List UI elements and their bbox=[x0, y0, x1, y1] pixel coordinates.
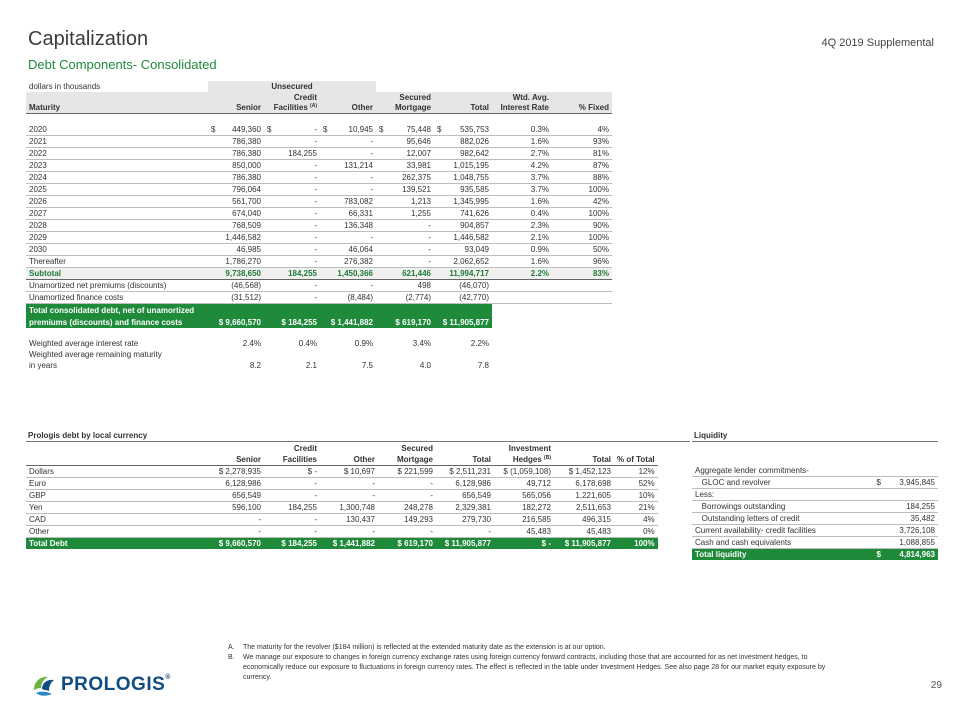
maturity-row bbox=[26, 244, 612, 256]
currency-label: Euro bbox=[26, 478, 204, 490]
senior-cell: 1,446,582 bbox=[208, 232, 264, 244]
page-number: 29 bbox=[930, 680, 942, 691]
senior-cell: 46,985 bbox=[208, 244, 264, 256]
pct-cell: 10% bbox=[614, 490, 658, 502]
fixed-cell: 4% bbox=[552, 124, 612, 136]
liquidity-total-row: Total liquidity $ 4,814,963 bbox=[692, 549, 938, 561]
rate-cell: 0.4% bbox=[492, 208, 552, 220]
maturity-row bbox=[26, 256, 612, 268]
maturity-label: 2029 bbox=[26, 232, 208, 244]
other-cell: - bbox=[320, 148, 376, 160]
total-cell: 1,446,582 bbox=[434, 232, 492, 244]
subtotal-row: Subtotal 9,738,650 184,255 1,450,366 621,446 11,994,717 2.2% 83% bbox=[26, 268, 612, 280]
liquidity-row bbox=[692, 489, 938, 501]
senior-cell: 786,380 bbox=[208, 148, 264, 160]
currency-row bbox=[26, 526, 658, 538]
credit-cell: - bbox=[264, 526, 320, 538]
liquidity-label: Aggregate lender commitments- bbox=[692, 465, 868, 477]
maturity-row bbox=[26, 184, 612, 196]
senior-cell: 596,100 bbox=[204, 502, 264, 514]
senior-cell: 786,380 bbox=[208, 172, 264, 184]
liquidity-sign bbox=[868, 537, 884, 549]
cur-col-secured-top: Secured bbox=[401, 444, 433, 453]
maturity-label: 2027 bbox=[26, 208, 208, 220]
rate-cell: 2.7% bbox=[492, 148, 552, 160]
pct-cell: 21% bbox=[614, 502, 658, 514]
cur-col-other: Other bbox=[320, 454, 378, 466]
total2-cell: 2,511,653 bbox=[554, 502, 614, 514]
total-cell: 741,626 bbox=[434, 208, 492, 220]
fixed-cell: 93% bbox=[552, 136, 612, 148]
total2-cell: 1,221,605 bbox=[554, 490, 614, 502]
pct-cell: 4% bbox=[614, 514, 658, 526]
hedges-cell: 49,712 bbox=[494, 478, 554, 490]
maturity-row bbox=[26, 160, 612, 172]
cur-col-credit: Facilities bbox=[264, 454, 320, 466]
fixed-cell: 100% bbox=[552, 184, 612, 196]
rate-cell: 1.6% bbox=[492, 196, 552, 208]
rate-cell: 2.1% bbox=[492, 232, 552, 244]
secured-cell: $ 75,448 bbox=[376, 124, 434, 136]
maturity-label: 2028 bbox=[26, 220, 208, 232]
senior-cell: 796,064 bbox=[208, 184, 264, 196]
maturity-label: 2026 bbox=[26, 196, 208, 208]
total-cell: $ 2,511,231 bbox=[436, 466, 494, 478]
prologis-logo bbox=[30, 671, 180, 701]
total-cell: 279,730 bbox=[436, 514, 494, 526]
col-credit-top: Credit bbox=[264, 92, 320, 102]
senior-cell: - bbox=[204, 526, 264, 538]
secured-cell: - bbox=[378, 478, 436, 490]
liquidity-value: 184,255 bbox=[884, 501, 938, 513]
hedges-cell: 216,585 bbox=[494, 514, 554, 526]
credit-cell: - bbox=[264, 220, 320, 232]
liquidity-sign bbox=[868, 489, 884, 501]
maturity-row bbox=[26, 172, 612, 184]
currency-debt-table bbox=[26, 443, 658, 549]
liquidity-value: 1,088,855 bbox=[884, 537, 938, 549]
liquidity-divider bbox=[692, 441, 938, 442]
fixed-cell: 50% bbox=[552, 244, 612, 256]
credit-cell: - bbox=[264, 208, 320, 220]
total-cell: 1,015,195 bbox=[434, 160, 492, 172]
secured-cell: 12,007 bbox=[376, 148, 434, 160]
col-secured-top: Secured bbox=[376, 92, 434, 102]
footnote-ref-a: (A) bbox=[310, 103, 317, 109]
debt-maturity-table bbox=[26, 81, 612, 371]
cur-col-secured: Mortgage bbox=[378, 454, 436, 466]
credit-cell: - bbox=[264, 160, 320, 172]
units-note: dollars in thousands bbox=[29, 82, 101, 91]
total-cell: 982,642 bbox=[434, 148, 492, 160]
col-wtd-top: Wtd. Avg. bbox=[492, 92, 552, 102]
hedges-cell: 565,056 bbox=[494, 490, 554, 502]
currency-row bbox=[26, 514, 658, 526]
senior-cell: 786,380 bbox=[208, 136, 264, 148]
other-cell: 131,214 bbox=[320, 160, 376, 172]
liquidity-rows bbox=[692, 465, 938, 549]
liquidity-value: 3,945,845 bbox=[884, 477, 938, 489]
total-cell: $ 535,753 bbox=[434, 124, 492, 136]
total2-cell: 496,315 bbox=[554, 514, 614, 526]
rate-cell: 3.7% bbox=[492, 184, 552, 196]
other-cell: - bbox=[320, 526, 378, 538]
currency-row bbox=[26, 490, 658, 502]
other-cell: 66,331 bbox=[320, 208, 376, 220]
rate-cell: 1.6% bbox=[492, 136, 552, 148]
cur-col-total2: Total bbox=[554, 454, 614, 466]
finance-costs-row: Unamortized finance costs (31,512) - (8,484) (2,774) (42,770) bbox=[26, 292, 612, 304]
footnote-text: We manage our exposure to changes in foreign currency exchange rates using foreign currency forward contracts, including those that are accounted for as net investment hedges, to economically reduce our exposure to fluctuations in foreign currency rates. The effect is reflected in the table under Investment Hedges. See also page 28 for our market equity exposure by currency. bbox=[243, 654, 826, 681]
liquidity-value: 35,482 bbox=[884, 513, 938, 525]
fixed-cell: 100% bbox=[552, 232, 612, 244]
fixed-cell: 87% bbox=[552, 160, 612, 172]
liquidity-title: Liquidity bbox=[694, 431, 728, 440]
currency-divider bbox=[26, 441, 690, 442]
total-cell: - bbox=[436, 526, 494, 538]
senior-cell: $ 2,278,935 bbox=[204, 466, 264, 478]
col-fixed: % Fixed bbox=[552, 102, 612, 114]
currency-label: GBP bbox=[26, 490, 204, 502]
hedges-cell: $ (1,059,108) bbox=[494, 466, 554, 478]
maturity-label: Thereafter bbox=[26, 256, 208, 268]
credit-cell: - bbox=[264, 490, 320, 502]
liquidity-label: Current availability- credit facilities bbox=[692, 525, 868, 537]
credit-cell: - bbox=[264, 478, 320, 490]
footnote-marker: A. bbox=[228, 644, 235, 651]
rate-cell: 0.9% bbox=[492, 244, 552, 256]
liquidity-row bbox=[692, 513, 938, 525]
pct-cell: 12% bbox=[614, 466, 658, 478]
other-cell: 130,437 bbox=[320, 514, 378, 526]
total-cell: 6,128,986 bbox=[436, 478, 494, 490]
credit-cell: - bbox=[264, 196, 320, 208]
credit-cell: - bbox=[264, 184, 320, 196]
senior-cell: 6,128,986 bbox=[204, 478, 264, 490]
maturity-row bbox=[26, 220, 612, 232]
liquidity-row bbox=[692, 477, 938, 489]
liquidity-sign bbox=[868, 465, 884, 477]
liquidity-row bbox=[692, 465, 938, 477]
rate-cell: 3.7% bbox=[492, 172, 552, 184]
maturity-label: 2030 bbox=[26, 244, 208, 256]
secured-cell: - bbox=[376, 232, 434, 244]
other-cell: 46,064 bbox=[320, 244, 376, 256]
hedges-cell: 182,272 bbox=[494, 502, 554, 514]
senior-cell: $ 449,360 bbox=[208, 124, 264, 136]
col-credit: Facilities $^{(A)}$ bbox=[264, 102, 320, 114]
fixed-cell: 96% bbox=[552, 256, 612, 268]
total-cell: 93,049 bbox=[434, 244, 492, 256]
fixed-cell: 88% bbox=[552, 172, 612, 184]
senior-cell: 1,786,270 bbox=[208, 256, 264, 268]
footnote bbox=[228, 643, 848, 653]
other-cell: $ 10,697 bbox=[320, 466, 378, 478]
footnote-text: The maturity for the revolver ($184 million) is reflected at the extended maturity date as the extension is at our option. bbox=[243, 644, 606, 651]
currency-table-title: Prologis debt by local currency bbox=[28, 431, 148, 440]
maturity-row bbox=[26, 196, 612, 208]
cur-col-invest-top: Investment bbox=[508, 444, 551, 453]
currency-label: Dollars bbox=[26, 466, 204, 478]
rate-cell: 2.3% bbox=[492, 220, 552, 232]
footnote bbox=[228, 653, 848, 683]
col-senior: Senior bbox=[208, 102, 264, 114]
page-subtitle: Debt Components- Consolidated bbox=[28, 57, 217, 72]
maturity-label: 2025 bbox=[26, 184, 208, 196]
maturity-row bbox=[26, 208, 612, 220]
currency-rows bbox=[26, 466, 658, 538]
total-cell: 2,062,652 bbox=[434, 256, 492, 268]
secured-cell: $ 221,599 bbox=[378, 466, 436, 478]
senior-cell: 561,700 bbox=[208, 196, 264, 208]
credit-cell: $ - bbox=[264, 124, 320, 136]
liquidity-sign bbox=[868, 501, 884, 513]
liquidity-sign bbox=[868, 525, 884, 537]
currency-row bbox=[26, 502, 658, 514]
liquidity-row bbox=[692, 537, 938, 549]
total2-cell: 45,483 bbox=[554, 526, 614, 538]
total-debt-row: premiums (discounts) and finance costs $ 9,660,570 $ 184,255 $ 1,441,882 $ 619,170 $ 11,905,877 bbox=[26, 316, 612, 328]
premiums-row: Unamortized net premiums (discounts) (46,568) - - 498 (46,070) bbox=[26, 280, 612, 292]
hedges-cell: 45,483 bbox=[494, 526, 554, 538]
currency-label: Yen bbox=[26, 502, 204, 514]
credit-cell: - bbox=[264, 256, 320, 268]
col-secured: Mortgage bbox=[376, 102, 434, 114]
col-maturity: Maturity bbox=[26, 102, 208, 114]
secured-cell: - bbox=[376, 220, 434, 232]
currency-label: CAD bbox=[26, 514, 204, 526]
senior-cell: 768,509 bbox=[208, 220, 264, 232]
secured-cell: - bbox=[376, 244, 434, 256]
liquidity-value: 3,726,108 bbox=[884, 525, 938, 537]
rate-cell: 1.6% bbox=[492, 256, 552, 268]
maturity-row bbox=[26, 124, 612, 136]
cur-col-credit-top: Credit bbox=[293, 444, 317, 453]
currency-row bbox=[26, 466, 658, 478]
fixed-cell: 90% bbox=[552, 220, 612, 232]
total-cell: 935,585 bbox=[434, 184, 492, 196]
maturity-label: 2022 bbox=[26, 148, 208, 160]
footnote-ref-b: (B) bbox=[544, 455, 551, 461]
credit-cell: 184,255 bbox=[264, 148, 320, 160]
maturity-label: 2021 bbox=[26, 136, 208, 148]
col-total: Total bbox=[434, 102, 492, 114]
maturity-row bbox=[26, 148, 612, 160]
weighted-maturity-row-line1: Weighted average remaining maturity bbox=[29, 350, 162, 359]
senior-cell: 674,040 bbox=[208, 208, 264, 220]
secured-cell: - bbox=[376, 256, 434, 268]
total2-cell: $ 1,452,123 bbox=[554, 466, 614, 478]
secured-cell: - bbox=[378, 526, 436, 538]
total-cell: 1,048,755 bbox=[434, 172, 492, 184]
secured-cell: 139,521 bbox=[376, 184, 434, 196]
fixed-cell: 42% bbox=[552, 196, 612, 208]
liquidity-label: Cash and cash equivalents bbox=[692, 537, 868, 549]
total-cell: 882,026 bbox=[434, 136, 492, 148]
other-cell: $ 10,945 bbox=[320, 124, 376, 136]
pct-cell: 52% bbox=[614, 478, 658, 490]
credit-cell: - bbox=[264, 244, 320, 256]
total-debt-row-line1: Total consolidated debt, net of unamortized bbox=[26, 304, 612, 317]
credit-cell: - bbox=[264, 232, 320, 244]
other-cell: 1,300,748 bbox=[320, 502, 378, 514]
senior-cell: - bbox=[204, 514, 264, 526]
senior-cell: 656,549 bbox=[204, 490, 264, 502]
secured-cell: 248,278 bbox=[378, 502, 436, 514]
credit-cell: 184,255 bbox=[264, 502, 320, 514]
other-cell: - bbox=[320, 232, 376, 244]
total-cell: 2,329,381 bbox=[436, 502, 494, 514]
other-cell: 136,348 bbox=[320, 220, 376, 232]
currency-row bbox=[26, 478, 658, 490]
liquidity-label: Borrowings outstanding bbox=[692, 501, 868, 513]
secured-cell: - bbox=[378, 490, 436, 502]
maturity-row bbox=[26, 232, 612, 244]
col-other: Other bbox=[320, 102, 376, 114]
cur-col-total: Total bbox=[436, 454, 494, 466]
liquidity-label: GLOC and revolver bbox=[692, 477, 868, 489]
total-cell: 904,857 bbox=[434, 220, 492, 232]
cur-col-pct: % of Total bbox=[614, 454, 658, 466]
pct-cell: 0% bbox=[614, 526, 658, 538]
debt-rows bbox=[26, 124, 612, 268]
liquidity-label: Less: bbox=[692, 489, 868, 501]
liquidity-value bbox=[884, 489, 938, 501]
maturity-label: 2024 bbox=[26, 172, 208, 184]
credit-cell: $ - bbox=[264, 466, 320, 478]
weighted-maturity-row: in years 8.2 2.1 7.5 4.0 7.8 bbox=[29, 361, 489, 370]
prologis-mark-icon bbox=[30, 672, 58, 700]
logo-text: PROLOGIS® bbox=[61, 674, 171, 695]
footnote-marker: B. bbox=[228, 654, 235, 661]
secured-cell: 149,293 bbox=[378, 514, 436, 526]
liquidity-row bbox=[692, 525, 938, 537]
other-cell: 783,082 bbox=[320, 196, 376, 208]
other-cell: - bbox=[320, 184, 376, 196]
fixed-cell: 100% bbox=[552, 208, 612, 220]
other-cell: 276,382 bbox=[320, 256, 376, 268]
maturity-label: 2023 bbox=[26, 160, 208, 172]
secured-cell: 1,213 bbox=[376, 196, 434, 208]
senior-cell: 850,000 bbox=[208, 160, 264, 172]
liquidity-label: Outstanding letters of credit bbox=[692, 513, 868, 525]
secured-cell: 262,375 bbox=[376, 172, 434, 184]
total-cell: 1,345,995 bbox=[434, 196, 492, 208]
secured-cell: 95,646 bbox=[376, 136, 434, 148]
other-cell: - bbox=[320, 490, 378, 502]
footnotes bbox=[228, 643, 848, 683]
liquidity-table bbox=[692, 465, 938, 560]
other-cell: - bbox=[320, 478, 378, 490]
weighted-rate-row: Weighted average interest rate 2.4% 0.4% 0.9% 3.4% 2.2% bbox=[29, 339, 489, 348]
report-period: 4Q 2019 Supplemental bbox=[821, 37, 934, 49]
other-cell: - bbox=[320, 172, 376, 184]
rate-cell: 0.3% bbox=[492, 124, 552, 136]
credit-cell: - bbox=[264, 514, 320, 526]
secured-cell: 33,981 bbox=[376, 160, 434, 172]
total-cell: 656,549 bbox=[436, 490, 494, 502]
cur-col-senior: Senior bbox=[204, 454, 264, 466]
page-title: Capitalization bbox=[28, 28, 149, 50]
rate-cell: 4.2% bbox=[492, 160, 552, 172]
maturity-row bbox=[26, 136, 612, 148]
liquidity-sign bbox=[868, 513, 884, 525]
credit-cell: - bbox=[264, 172, 320, 184]
maturity-label: 2020 bbox=[26, 124, 208, 136]
fixed-cell: 81% bbox=[552, 148, 612, 160]
cur-col-hedges: Hedges $^{(B)}$ bbox=[494, 454, 554, 466]
total2-cell: 6,178,698 bbox=[554, 478, 614, 490]
liquidity-row bbox=[692, 501, 938, 513]
liquidity-sign: $ bbox=[868, 477, 884, 489]
liquidity-value bbox=[884, 465, 938, 477]
credit-cell: - bbox=[264, 136, 320, 148]
currency-total-row: Total Debt $ 9,660,570 $ 184,255 $ 1,441,882 $ 619,170 $ 11,905,877 $ - $ 11,905,877 100% bbox=[26, 538, 658, 550]
col-rate: Interest Rate bbox=[492, 102, 552, 114]
other-cell: - bbox=[320, 136, 376, 148]
unsecured-group-header: Unsecured bbox=[208, 81, 376, 92]
currency-label: Other bbox=[26, 526, 204, 538]
secured-cell: 1,255 bbox=[376, 208, 434, 220]
